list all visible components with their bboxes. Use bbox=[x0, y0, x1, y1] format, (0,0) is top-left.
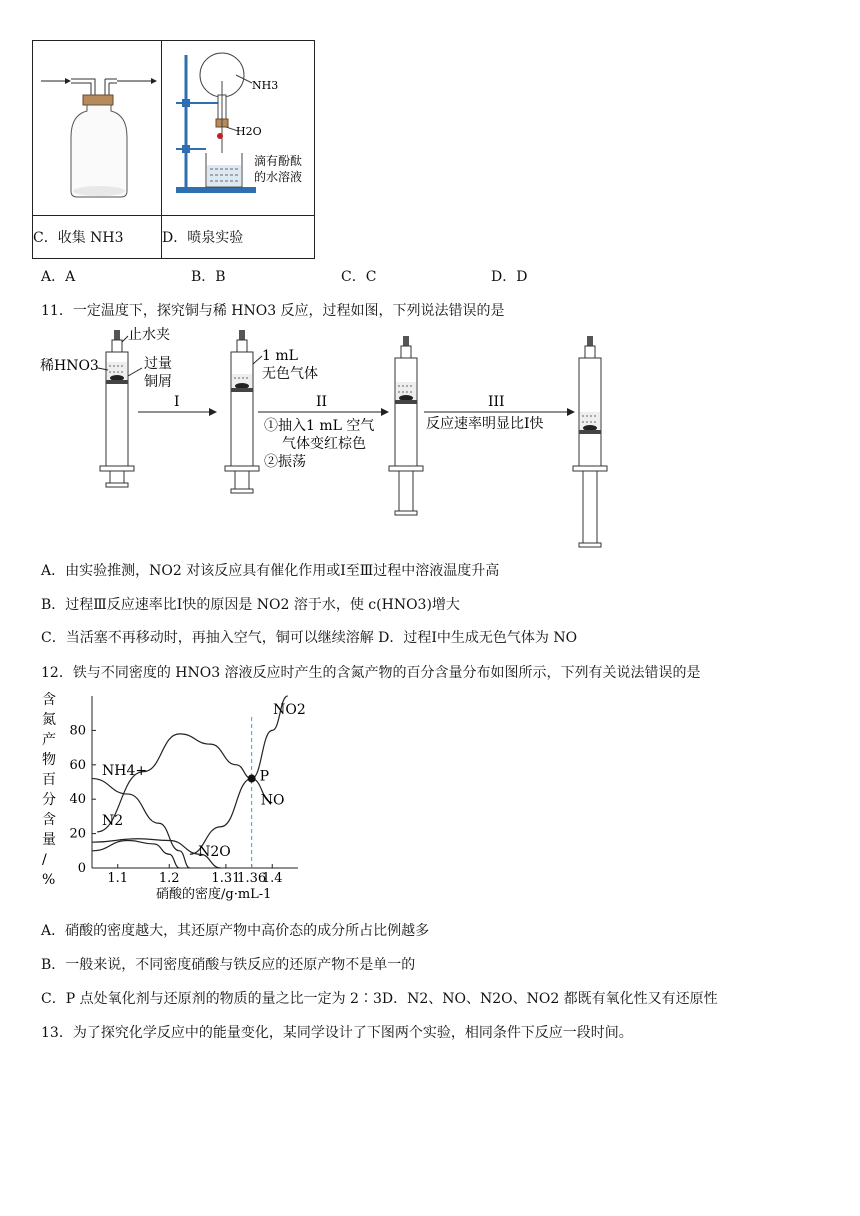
nh3-label: NH3 bbox=[252, 79, 279, 92]
q10-option-a[interactable]: A．A bbox=[41, 269, 76, 285]
series-label-nh4: NH4+ bbox=[102, 762, 148, 779]
syringe-1 bbox=[100, 330, 134, 487]
y-tick-label: 40 bbox=[69, 792, 86, 808]
syringe-3 bbox=[389, 336, 423, 515]
step-2-line-1: ①抽入1 mL 空气 bbox=[264, 418, 375, 434]
step-3-desc: 反应速率明显比I快 bbox=[426, 416, 544, 432]
y-label-char: 含 bbox=[42, 692, 56, 708]
series-line-no2 bbox=[190, 696, 288, 854]
caption-fountain: D．喷泉实验 bbox=[162, 216, 315, 259]
acid-label: 稀HNO3 bbox=[40, 358, 99, 374]
step-1-label: I bbox=[174, 394, 180, 410]
x-tick-label: 1.1 bbox=[107, 871, 129, 886]
x-tick-label: 1.31 bbox=[211, 871, 241, 886]
y-label-char: 含 bbox=[42, 812, 56, 828]
q11-option-c-d[interactable]: C．当活塞不再移动时，再抽入空气，铜可以继续溶解 D．过程Ⅰ中生成无色气体为 NO bbox=[41, 630, 578, 646]
x-tick-label: 1.2 bbox=[158, 871, 180, 886]
q11-option-a[interactable]: A．由实验推测，NO2 对该反应具有催化作用或Ⅰ至Ⅲ过程中溶液温度升高 bbox=[41, 563, 500, 579]
copper-label-2: 铜屑 bbox=[144, 374, 172, 390]
nitrogen-products-chart bbox=[36, 688, 316, 908]
q10-option-c[interactable]: C．C bbox=[341, 269, 377, 285]
point-p bbox=[248, 775, 256, 783]
gas-bottle-figure bbox=[33, 41, 161, 211]
series-label-no2: NO2 bbox=[273, 702, 306, 718]
syringe-4 bbox=[573, 336, 607, 547]
series-label-n2: N2 bbox=[102, 813, 124, 829]
y-label-char: 氮 bbox=[42, 712, 56, 728]
series-line-no bbox=[97, 734, 272, 832]
y-tick-label: 60 bbox=[69, 757, 86, 773]
colorless-gas-label: 无色气体 bbox=[262, 366, 318, 382]
clip-label: 止水夹 bbox=[128, 327, 170, 343]
q12-option-c-d[interactable]: C．P 点处氧化剂与还原剂的物质的量之比一定为 2∶3D．N2、NO、N2O、NO2 都既有氧化性又有还原性 bbox=[41, 991, 718, 1007]
y-label-char: / bbox=[42, 852, 47, 868]
apparatus-table bbox=[32, 40, 315, 259]
q12-stem: 12．铁与不同密度的 HNO3 溶液反应时产生的含氮产物的百分含量分布如图所示，下列有关说法错误的是 bbox=[41, 665, 701, 681]
solution-label-1: 滴有酚酞 bbox=[254, 154, 303, 168]
cell-collect-nh3-figure bbox=[33, 41, 162, 216]
y-label-char: 分 bbox=[42, 792, 56, 808]
y-tick-label: 20 bbox=[69, 826, 86, 842]
solution-label-2: 的水溶液 bbox=[254, 170, 303, 184]
q12-option-b[interactable]: B．一般来说，不同密度硝酸与铁反应的还原产物不是单一的 bbox=[41, 957, 416, 973]
x-tick-label: 1.36 bbox=[237, 871, 267, 886]
y-label-char: 物 bbox=[42, 752, 56, 768]
x-tick-label: 1.4 bbox=[261, 871, 283, 886]
volume-label: 1 mL bbox=[262, 348, 298, 364]
y-label-char: % bbox=[42, 872, 56, 888]
point-p-label: P bbox=[259, 768, 270, 785]
step-2-line-2: 气体变红棕色 bbox=[282, 436, 366, 452]
q11-option-b[interactable]: B．过程Ⅲ反应速率比Ⅰ快的原因是 NO2 溶于水，使 c(HNO3)增大 bbox=[41, 597, 460, 613]
q13-stem: 13．为了探究化学反应中的能量变化，某同学设计了下图两个实验，相同条件下反应一段时间。 bbox=[41, 1025, 633, 1041]
cell-fountain-figure bbox=[162, 41, 315, 216]
y-axis-label bbox=[42, 692, 56, 888]
y-label-char: 百 bbox=[42, 772, 56, 788]
copper-label-1: 过量 bbox=[144, 356, 172, 372]
y-label-char: 产 bbox=[42, 732, 56, 748]
syringe-diagram bbox=[36, 326, 616, 554]
h2o-label: H2O bbox=[236, 125, 262, 138]
syringe-2 bbox=[225, 330, 259, 493]
q10-option-d[interactable]: D．D bbox=[491, 269, 528, 285]
fountain-apparatus-figure bbox=[162, 41, 314, 211]
series-label-n2o: N2O bbox=[198, 843, 231, 860]
q11-stem: 11．一定温度下，探究铜与稀 HNO3 反应，过程如图，下列说法错误的是 bbox=[41, 303, 505, 319]
caption-collect-nh3: C．收集 NH3 bbox=[33, 216, 162, 259]
y-tick-label: 80 bbox=[69, 723, 86, 739]
y-tick-label: 0 bbox=[77, 861, 86, 876]
q10-option-b[interactable]: B．B bbox=[191, 269, 226, 285]
y-label-char: 量 bbox=[42, 832, 56, 848]
x-axis-label: 硝酸的密度/g·mL-1 bbox=[156, 887, 272, 902]
step-2-line-3: ②振荡 bbox=[264, 454, 306, 470]
step-3-label: III bbox=[488, 394, 505, 410]
step-2-label: II bbox=[316, 394, 328, 410]
q12-option-a[interactable]: A．硝酸的密度越大，其还原产物中高价态的成分所占比例越多 bbox=[41, 923, 430, 939]
series-line-n2 bbox=[92, 840, 180, 868]
series-label-no: NO bbox=[260, 792, 285, 809]
